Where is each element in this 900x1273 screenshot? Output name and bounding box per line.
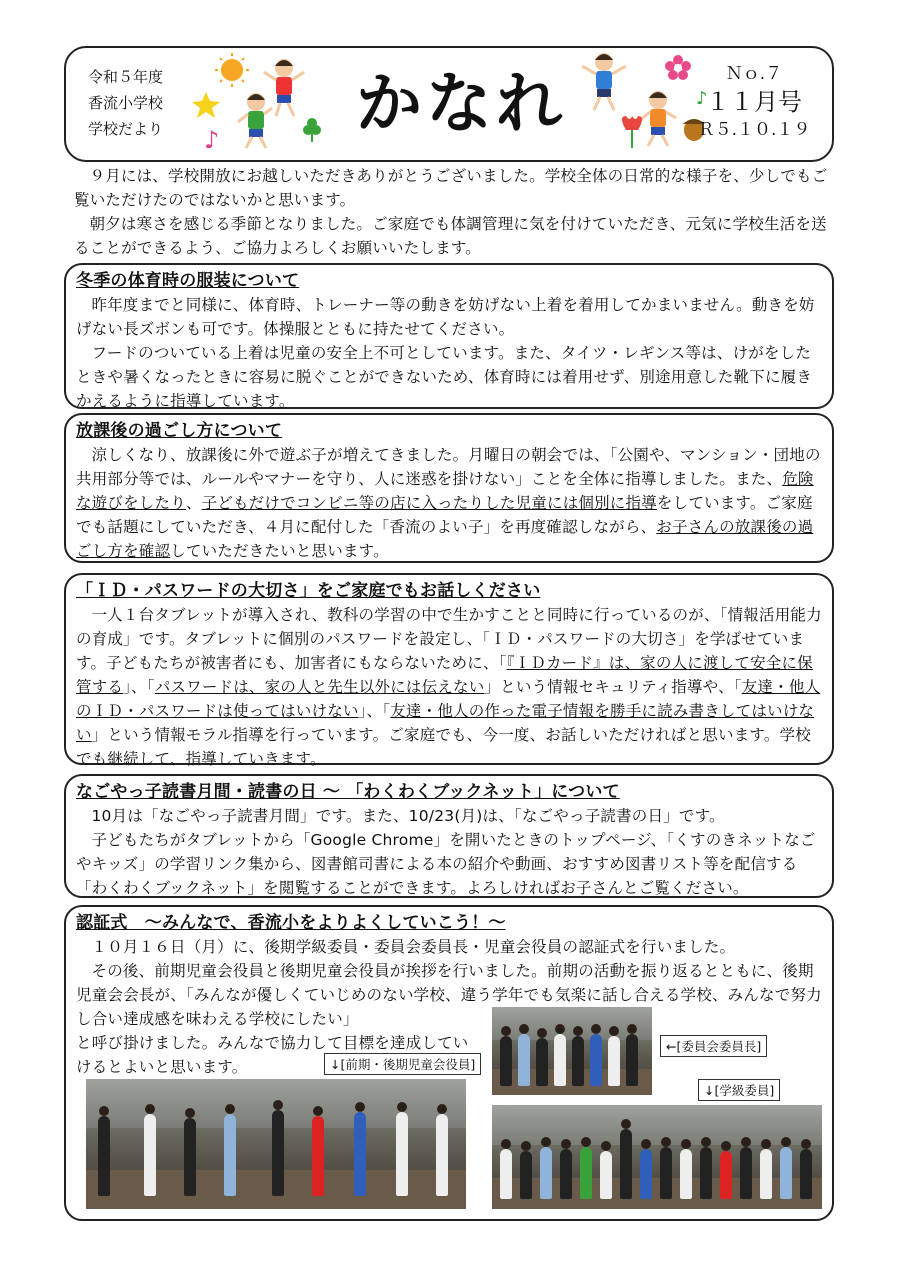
- issue-date: Ｒ５.１０.１９: [697, 120, 811, 140]
- music-note-icon: ♪: [204, 126, 220, 154]
- section-winter-pe-clothing: [64, 263, 834, 409]
- text-run: 」という情報モラル指導を行っています。ご家庭でも、今一度、お話しいただければと思います。学校でも継続して、指導していきます。: [76, 726, 811, 768]
- text-run: をしています。ご家庭でも話題にしていただき、４月に配付した「香流のよい子」を再度確認しながら、: [76, 494, 813, 536]
- underlined-text: 子どもだけでコンビニ等の店に入ったりした児童には個別に指導: [201, 494, 657, 512]
- star-icon: [192, 92, 220, 118]
- caption-student-council: ↓[前期・後期児童会役員]: [324, 1053, 481, 1075]
- section-paragraph: その後、前期児童会役員と後期児童会役員が挨拶を行いました。前期の活動を振り返るとともに、後期児童会会長が、「みんなが優しくていじめのない学校、違う学年でも気楽に話し合える学校、みんなで努力し合い達成感を味わえる学校にしたい」: [76, 962, 822, 1028]
- section-id-password: [64, 573, 834, 768]
- music-note-icon-right: ♪: [696, 88, 708, 109]
- section-paragraph: １０月１６日（月）に、後期学級委員・委員会委員長・児童会役員の認証式を行いました。: [91, 938, 736, 956]
- text-run: 」、「: [358, 702, 391, 720]
- sun-icon: [215, 53, 249, 87]
- child-green-icon: [238, 93, 272, 148]
- text-run: 、: [185, 494, 202, 512]
- underlined-text: お子さんの放課後の過ごし方を確認: [76, 518, 814, 560]
- header-illustration-right: [556, 48, 706, 162]
- underlined-text: 友達・他人の作った電子情報を勝手に読み書きしてはいけない: [76, 702, 815, 744]
- section-title: 放課後の過ごし方について: [76, 421, 283, 441]
- flower-icon: [665, 55, 691, 80]
- section-certification-ceremony: [64, 905, 834, 1221]
- section-title: 認証式 ～みんなで、香流小をよりよくしていこう！～: [76, 913, 506, 933]
- section-paragraph-continued: と呼び掛けました。みんなで協力して目標を達成していけるとよいと思います。: [76, 1034, 469, 1076]
- child-red-icon: [264, 59, 304, 116]
- school-name: 香流小学校: [88, 94, 164, 112]
- underlined-text: 危険な遊びをしたり: [76, 470, 814, 512]
- caption-committee-chairs: ←[委員会委員長]: [660, 1035, 767, 1057]
- section-paragraph: 子どもたちがタブレットから「Google Chrome」を開いたときのトップページ、「くすのきネットなごやキッズ」の学習リンク集から、図書館司書による本の紹介や動画、おすすめ図書リスト等を配信する「わくわくブックネット」を閲覧することができます。よろしければお子さんとご覧ください。: [76, 831, 816, 897]
- section-paragraph: 10月は「なごやっ子読書月間」です。また、10/23(月)は、「なごやっ子読書の日」です。: [91, 807, 725, 825]
- child-blue-icon: [582, 53, 626, 110]
- caption-class-reps: ↓[学級委員]: [698, 1079, 780, 1101]
- section-paragraph: フードのついている上着は児童の安全上不可としています。また、タイツ・レギンス等は、けがをしたときや暑くなったときに容易に脱ぐことができないため、体育時には着用せず、別途用意した靴下に履きかえるように指導しています。: [76, 344, 813, 410]
- section-title: 冬季の体育時の服装について: [76, 271, 300, 291]
- header-box: [64, 46, 834, 162]
- photo-committee-chairs: [492, 1007, 652, 1095]
- issue-month: １１月号: [706, 88, 802, 116]
- section-title: 「ＩＤ・パスワードの大切さ」をご家庭でもお話しください: [76, 581, 541, 601]
- newsletter-title: かなれ: [356, 65, 566, 142]
- issue-number: Ｎｏ.７: [725, 64, 783, 84]
- child-orange-icon: [640, 91, 676, 146]
- section-after-school: [64, 413, 834, 563]
- section-title: なごやっ子読書月間・読書の日 ～ 「わくわくブックネット」について: [76, 782, 620, 802]
- underlined-text: 友達・他人のＩＤ・パスワードは使ってはいけない: [76, 678, 821, 720]
- text-run: していただきたいと思います。: [170, 542, 389, 560]
- intro-paragraph-1: ９月には、学校開放にお越しいただきありがとうございました。学校全体の日常的な様子を、少しでもご覧いただけたのではないかと思います。: [74, 167, 828, 209]
- text-run: 」という情報セキュリティ指導や、「: [484, 678, 742, 696]
- photo-class-reps: [492, 1105, 822, 1209]
- intro: [74, 164, 834, 260]
- era-year: 令和５年度: [88, 68, 164, 86]
- section-reading-month: [64, 774, 834, 898]
- section-paragraph: [76, 443, 826, 563]
- header-left-info: [88, 64, 163, 142]
- tulip-icon: [622, 116, 642, 148]
- underlined-text: 『ＩＤカード』は、家の人に渡して安全に保管する: [76, 654, 813, 696]
- clover-icon: [303, 118, 321, 142]
- intro-paragraph-2: 朝夕は寒さを感じる季節となりました。ご家庭でも体調管理に気を付けていただき、元気に学校生活を送ることができるよう、ご協力よろしくお願いいたします。: [74, 215, 827, 257]
- newsletter-type: 学校だより: [88, 120, 164, 138]
- text-run: 」、「: [123, 678, 155, 696]
- section-paragraph: 昨年度までと同様に、体育時、トレーナー等の動きを妨げない上着を着用してかまいません。動きを妨げない長ズボンも可です。体操服とともに持たせてください。: [76, 296, 815, 338]
- header-right-info: [694, 62, 814, 142]
- underlined-text: パスワードは、家の人と先生以外には伝えない: [154, 678, 485, 696]
- section-paragraph: [76, 603, 826, 771]
- text-run: 一人１台タブレットが導入され、教科の学習の中で生かすことと同時に行っているのが、「情報活用能力の育成」です。タブレットに個別のパスワードを設定し、「ＩＤ・パスワードの大切さ」を学ばせています。子どもたちが被害者にも、加害者にもならないために、「: [76, 606, 822, 672]
- photo-student-council: [86, 1079, 466, 1209]
- text-run: 涼しくなり、放課後に外で遊ぶ子が増えてきました。月曜日の朝会では、「公園や、マンション・団地の共用部分等では、ルールやマナーを守り、人に迷惑を掛けない」ことを全体に指導しました。また、: [76, 446, 821, 488]
